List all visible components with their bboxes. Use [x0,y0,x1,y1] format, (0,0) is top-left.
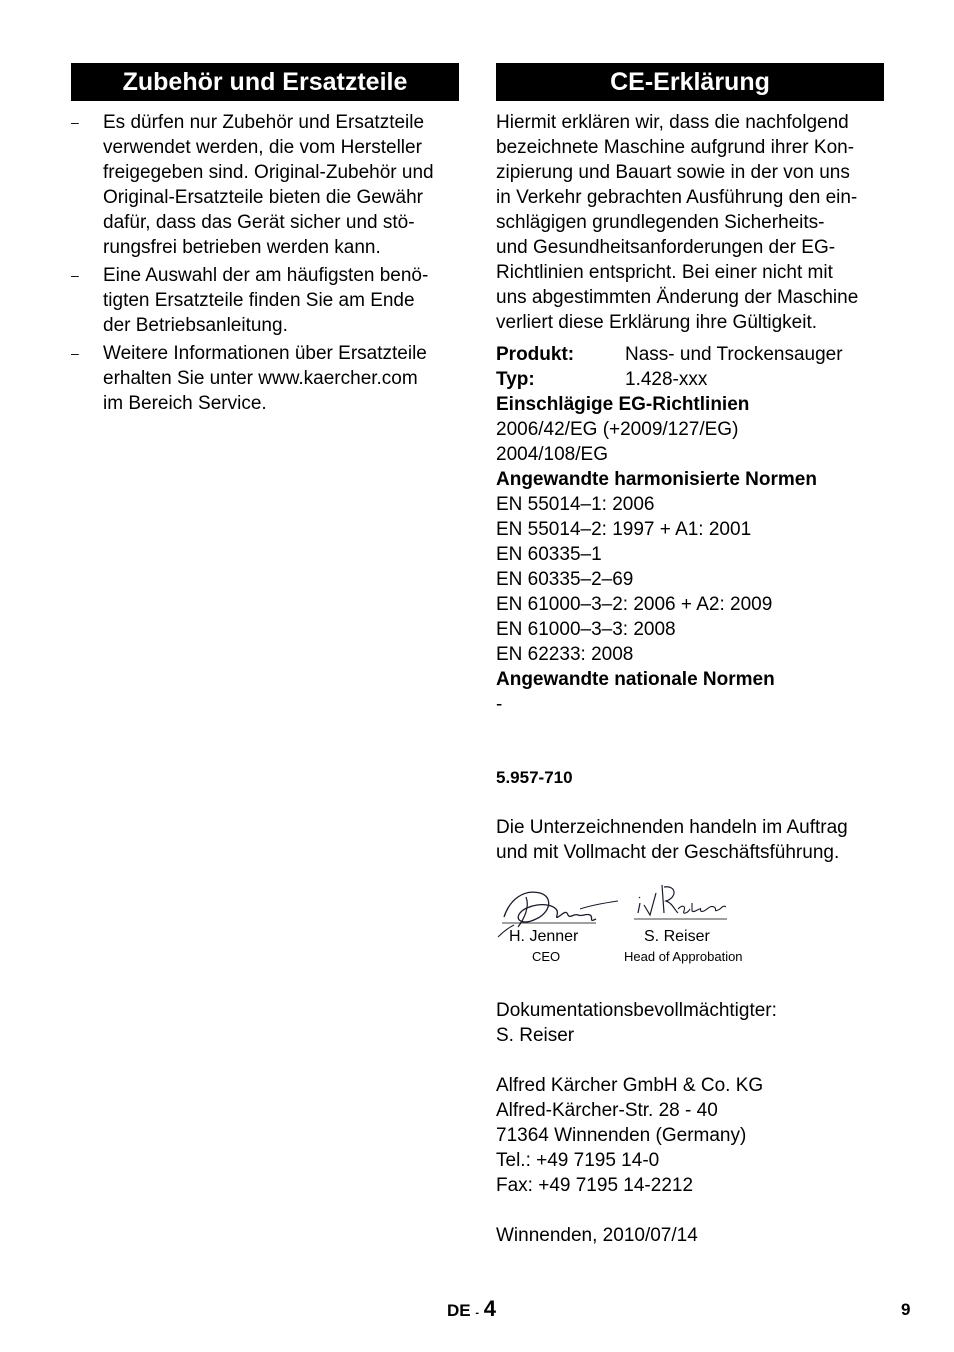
signatory-name: S. Reiser [644,928,710,945]
type-label: Typ: [496,369,535,390]
list-item-text: Es dürfen nur Zubehör und Ersatzteile verwendet werden, die vom Hersteller freigegeben sind. Original-Zubehör und Original-Ersatzteile bieten die Gewähr dafür, dass das Gerät sicher und stö- rungsfrei betrieben werden kann. [103,112,434,258]
accessories-list [71,110,459,416]
accessories-section [71,63,459,419]
ce-declaration-section [496,63,884,1248]
list-item [71,341,459,416]
harmonized-heading: Angewandte harmonisierte Normen [496,469,817,490]
national-heading: Angewandte nationale Normen [496,669,775,690]
dash-bullet: – [71,345,79,361]
type-value: 1.428-xxx [625,369,708,390]
signatory-role: CEO [532,949,561,964]
list-item-text: Eine Auswahl der am häufigsten benö- tigten Ersatzteile finden Sie am Ende der Betriebsanleitung. [103,265,429,336]
product-label: Produkt: [496,344,575,365]
product-spec [496,342,884,717]
documentation-agent: Dokumentationsbevollmächtigter: S. Reiser [496,1000,777,1046]
list-item-text: Weitere Informationen über Ersatzteile erhalten Sie unter www.kaercher.com im Bereich Service. [103,343,427,414]
directives-heading: Einschlägige EG-Richtlinien [496,394,750,415]
section-page-number: 4 [483,1296,497,1321]
list-item [71,110,459,260]
footer-separator: - [475,1307,480,1319]
signature-reiser-scribble [634,879,729,929]
page-footer-label [447,1296,496,1326]
type-row [496,367,884,392]
product-value: Nass- und Trockensauger [625,344,843,365]
place-date: Winnenden, 2010/07/14 [496,1225,698,1246]
signatory-statement: Die Unterzeichnenden handeln im Auftrag und mit Vollmacht der Geschäftsführung. [496,817,848,863]
standard-item: EN 62233: 2008 [496,644,634,665]
standard-item: EN 55014–2: 1997 + A1: 2001 [496,519,752,540]
standard-item: EN 55014–1: 2006 [496,494,655,515]
page-number: 9 [901,1300,911,1319]
standard-item: EN 61000–3–3: 2008 [496,619,676,640]
directive-item: 2004/108/EG [496,444,608,465]
list-item [71,263,459,338]
standard-item: EN 60335–2–69 [496,569,634,590]
signatory-name: H. Jenner [509,928,579,945]
declaration-intro: Hiermit erklären wir, dass die nachfolgend bezeichnete Maschine aufgrund ihrer Kon- zipierung und Bauart sowie in der von uns in Verkehr gebrachten Ausführung den ein- schlägigen grundlegenden Sicherheits- und Gesundheitsanforderungen der EG- Richtlinien entspricht. Bei einer nicht mit uns abgestimmten Änderung der Maschine verliert diese Erklärung ihre Gültigkeit. [496,112,859,333]
language-code: DE [447,1301,471,1320]
signature-block [496,879,884,969]
standard-item: EN 60335–1 [496,544,602,565]
product-row [496,342,884,367]
document-number: 5.957-710 [496,768,573,787]
accessories-heading: Zubehör und Ersatzteile [71,63,459,101]
ce-heading: CE-Erklärung [496,63,884,101]
dash-bullet: – [71,114,79,130]
dash-bullet: – [71,267,79,283]
national-value: - [496,694,503,715]
company-address: Alfred Kärcher GmbH & Co. KG Alfred-Kärcher-Str. 28 - 40 71364 Winnenden (Germany) Tel.: +49 7195 14-0 Fax: +49 7195 14-2212 [496,1075,764,1196]
signatory-role: Head of Approbation [624,949,743,964]
signature-reiser [634,879,729,929]
directive-item: 2006/42/EG (+2009/127/EG) [496,419,739,440]
standard-item: EN 61000–3–2: 2006 + A2: 2009 [496,594,773,615]
